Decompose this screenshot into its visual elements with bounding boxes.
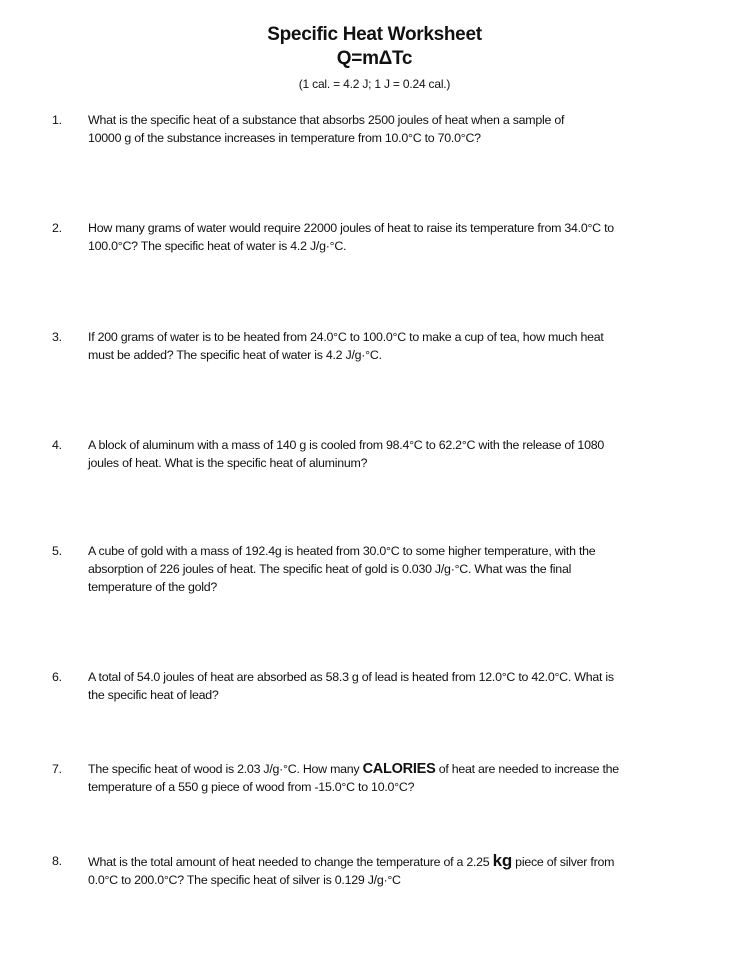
question-number: 3. [52,330,62,344]
question-text: temperature of the gold? [88,580,218,594]
question-1 [52,111,712,147]
text-part: piece of silver from [511,855,615,869]
question-text: must be added? The specific heat of water is 4.2 J/g·°C. [88,348,382,362]
question-4 [52,436,712,472]
question-number: 6. [52,670,62,684]
question-text: 10000 g of the substance increases in temperature from 10.0°C to 70.0°C? [88,131,481,145]
text-part: What is the total amount of heat needed to change the temperature of a 2.25 [88,855,493,869]
question-text: joules of heat. What is the specific heat of aluminum? [88,456,368,470]
emphasis-kg: kg [492,851,512,870]
text-part: The specific heat of wood is 2.03 J/g·°C. How many [88,762,363,776]
question-2 [52,219,712,255]
question-number: 2. [52,221,62,235]
unit-conversion: (1 cal. = 4.2 J; 1 J = 0.24 cal.) [298,77,451,91]
question-text: the specific heat of lead? [88,688,219,702]
question-text [88,760,712,778]
formula: Q=mΔTc [336,48,413,69]
question-text: A total of 54.0 joules of heat are absorbed as 58.3 g of lead is heated from 12.0°C to 42.0°C. What is [88,670,614,684]
question-text: A block of aluminum with a mass of 140 g is cooled from 98.4°C to 62.2°C with the release of 1080 [88,438,604,452]
question-text: How many grams of water would require 22000 joules of heat to raise its temperature from 34.0°C to [88,221,614,235]
question-text: 0.0°C to 200.0°C? The specific heat of silver is 0.129 J/g·°C [88,873,401,887]
worksheet-title: Specific Heat Worksheet [267,24,482,45]
question-text: A cube of gold with a mass of 192.4g is heated from 30.0°C to some higher temperature, with the [88,544,596,558]
question-7 [52,760,712,796]
question-number: 5. [52,544,62,558]
question-text: absorption of 226 joules of heat. The specific heat of gold is 0.030 J/g·°C. What was the final [88,562,572,576]
question-text: temperature of a 550 g piece of wood from -15.0°C to 10.0°C? [88,780,415,794]
question-number: 8. [52,854,62,868]
emphasis-calories: CALORIES [362,761,436,777]
question-text: What is the specific heat of a substance that absorbs 2500 joules of heat when a sample of [88,113,565,127]
question-number: 4. [52,438,62,452]
question-number: 1. [52,113,62,127]
question-8 [52,852,712,889]
question-text: 100.0°C? The specific heat of water is 4.2 J/g·°C. [88,239,347,253]
question-text: If 200 grams of water is to be heated from 24.0°C to 100.0°C to make a cup of tea, how much heat [88,330,604,344]
question-number: 7. [52,762,62,776]
question-5 [52,542,712,596]
text-part: of heat are needed to increase the [435,762,619,776]
question-text [88,852,712,871]
question-6 [52,668,712,704]
question-3 [52,328,712,364]
